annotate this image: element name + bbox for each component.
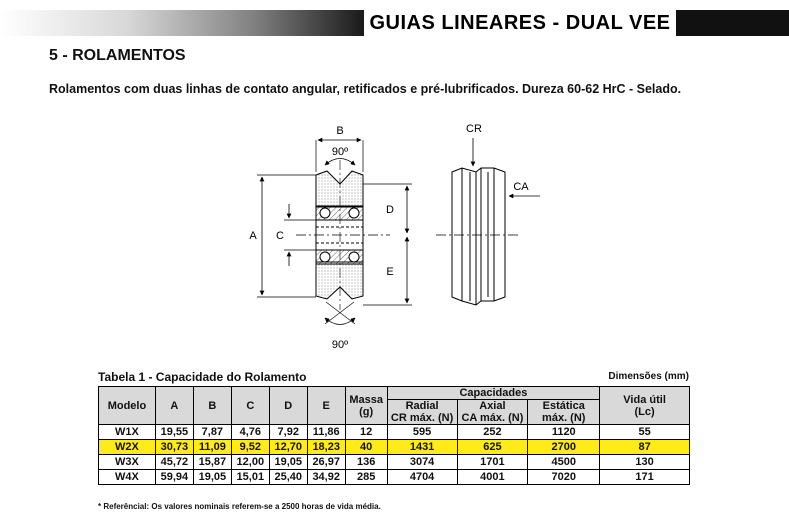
cell-estatica: 7020 bbox=[528, 470, 600, 485]
cell-massa: 40 bbox=[345, 440, 387, 455]
bearing-technical-drawing bbox=[0, 108, 789, 358]
cell-modelo: W2X bbox=[99, 440, 156, 455]
cell-d: 19,05 bbox=[269, 455, 307, 470]
radial-sub: CR máx. (N) bbox=[390, 412, 454, 424]
col-header-modelo: Modelo bbox=[99, 387, 156, 425]
table-title: Tabela 1 - Capacidade do Rolamento bbox=[98, 370, 307, 384]
estatica-label: Estática bbox=[542, 400, 585, 412]
cell-a: 45,72 bbox=[155, 455, 193, 470]
col-header-b: B bbox=[193, 387, 231, 425]
table-row-highlighted bbox=[99, 440, 690, 455]
cell-c: 12,00 bbox=[231, 455, 269, 470]
cell-c: 9,52 bbox=[231, 440, 269, 455]
cell-massa: 285 bbox=[345, 470, 387, 485]
col-header-estatica bbox=[528, 400, 600, 425]
cell-radial: 1431 bbox=[387, 440, 457, 455]
cell-b: 7,87 bbox=[193, 425, 231, 440]
cell-b: 19,05 bbox=[193, 470, 231, 485]
cell-vida: 87 bbox=[600, 440, 690, 455]
table-row bbox=[99, 425, 690, 440]
dim-label-b: B bbox=[336, 125, 344, 137]
page-header-title: GUIAS LINEARES - DUAL VEE bbox=[369, 12, 671, 34]
cell-a: 19,55 bbox=[155, 425, 193, 440]
table-row bbox=[99, 470, 690, 485]
header-dark-bar bbox=[676, 10, 789, 36]
cell-axial: 252 bbox=[457, 425, 528, 440]
cell-axial: 1701 bbox=[457, 455, 528, 470]
vida-label: Vida útil bbox=[623, 393, 666, 406]
cell-e: 26,97 bbox=[307, 455, 345, 470]
cell-estatica: 2700 bbox=[528, 440, 600, 455]
dim-label-c: C bbox=[276, 230, 284, 242]
massa-label: Massa bbox=[349, 393, 383, 406]
cell-radial: 4704 bbox=[387, 470, 457, 485]
header-gradient-bar bbox=[0, 10, 364, 36]
col-header-vida bbox=[600, 387, 690, 425]
cell-c: 4,76 bbox=[231, 425, 269, 440]
dimensions-note: Dimensões (mm) bbox=[608, 371, 689, 382]
cell-estatica: 1120 bbox=[528, 425, 600, 440]
col-header-d: D bbox=[269, 387, 307, 425]
cell-b: 15,87 bbox=[193, 455, 231, 470]
cell-axial: 625 bbox=[457, 440, 528, 455]
col-header-radial bbox=[387, 400, 457, 425]
massa-unit: (g) bbox=[359, 405, 374, 418]
cell-d: 12,70 bbox=[269, 440, 307, 455]
force-label-ca: CA bbox=[513, 181, 529, 193]
cell-axial: 4001 bbox=[457, 470, 528, 485]
cell-e: 34,92 bbox=[307, 470, 345, 485]
cell-d: 25,40 bbox=[269, 470, 307, 485]
col-header-c: C bbox=[231, 387, 269, 425]
cell-vida: 55 bbox=[600, 425, 690, 440]
cell-massa: 12 bbox=[345, 425, 387, 440]
cell-c: 15,01 bbox=[231, 470, 269, 485]
section-title: 5 - ROLAMENTOS bbox=[49, 47, 186, 64]
cell-radial: 595 bbox=[387, 425, 457, 440]
force-label-cr: CR bbox=[466, 123, 482, 135]
cell-estatica: 4500 bbox=[528, 455, 600, 470]
col-header-axial bbox=[457, 400, 528, 425]
cell-radial: 3074 bbox=[387, 455, 457, 470]
col-header-e: E bbox=[307, 387, 345, 425]
angle-label-top: 90º bbox=[331, 146, 349, 158]
cell-e: 18,23 bbox=[307, 440, 345, 455]
estatica-sub: máx. (N) bbox=[542, 412, 586, 424]
dim-label-a: A bbox=[249, 230, 257, 242]
table-footnote: * Referêncial: Os valores nominais referem-se a 2500 horas de vida média. bbox=[98, 502, 381, 511]
col-header-massa bbox=[345, 387, 387, 425]
section-description: Rolamentos com duas linhas de contato angular, retificados e pré-lubrificados. Dureza 60-62 HrC - Selado. bbox=[49, 82, 682, 96]
radial-label: Radial bbox=[405, 400, 439, 412]
cell-modelo: W3X bbox=[99, 455, 156, 470]
axial-label: Axial bbox=[479, 400, 506, 412]
cell-d: 7,92 bbox=[269, 425, 307, 440]
col-header-capacidades: Capacidades bbox=[387, 387, 600, 400]
cell-modelo: W1X bbox=[99, 425, 156, 440]
cell-vida: 130 bbox=[600, 455, 690, 470]
dim-label-d: D bbox=[386, 204, 394, 216]
axial-sub: CA máx. (N) bbox=[461, 412, 524, 424]
bearing-side-view bbox=[452, 168, 505, 305]
cell-vida: 171 bbox=[600, 470, 690, 485]
bearing-capacity-table bbox=[98, 386, 690, 485]
cell-modelo: W4X bbox=[99, 470, 156, 485]
dim-label-e: E bbox=[386, 266, 394, 278]
col-header-a: A bbox=[155, 387, 193, 425]
cell-b: 11,09 bbox=[193, 440, 231, 455]
cell-a: 59,94 bbox=[155, 470, 193, 485]
table-row bbox=[99, 455, 690, 470]
angle-label-bottom: 90º bbox=[331, 339, 349, 351]
cell-a: 30,73 bbox=[155, 440, 193, 455]
vida-unit: (Lc) bbox=[634, 405, 655, 418]
cell-massa: 136 bbox=[345, 455, 387, 470]
cell-e: 11,86 bbox=[307, 425, 345, 440]
